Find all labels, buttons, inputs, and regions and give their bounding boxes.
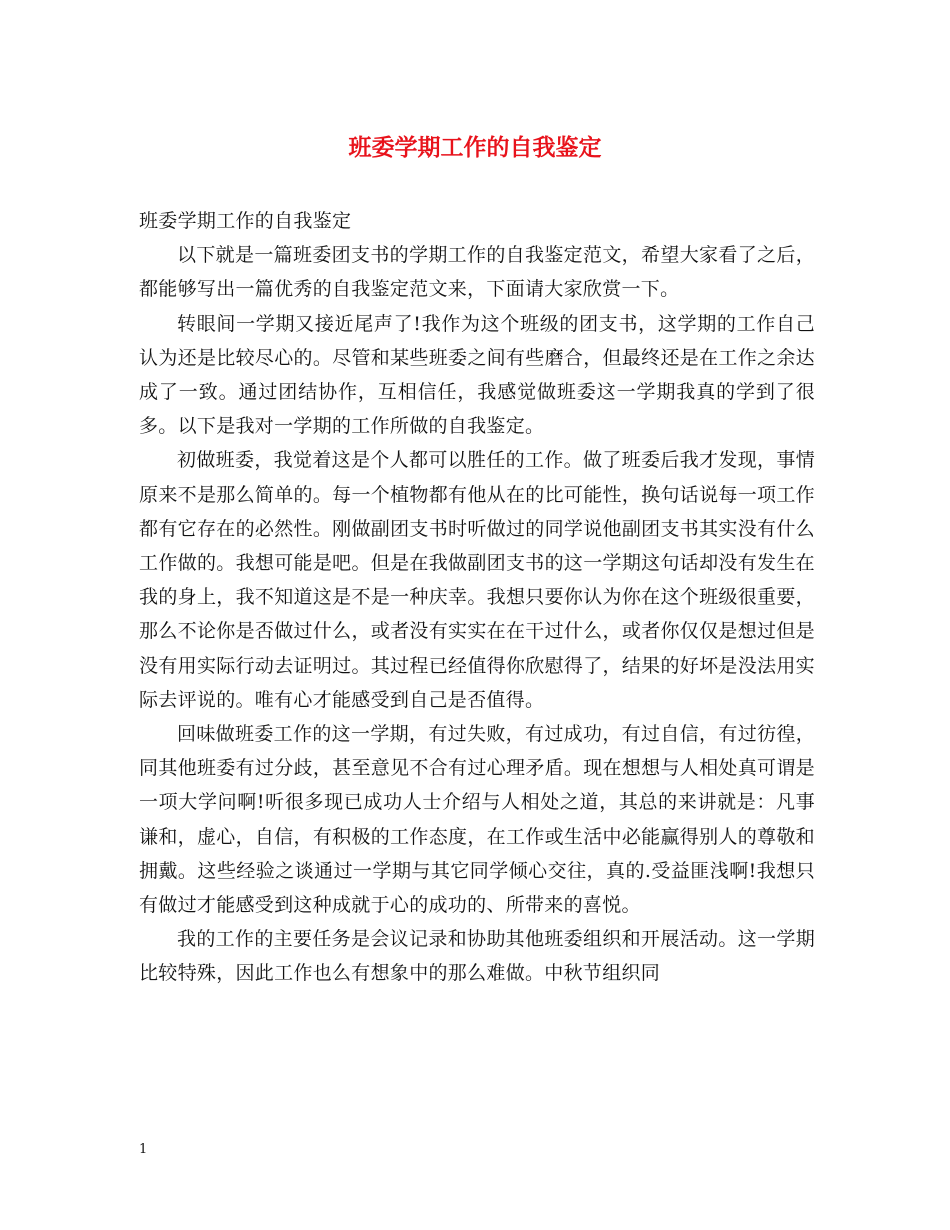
document-body xyxy=(139,204,815,991)
paragraph: 我的工作的主要任务是会议记录和协助其他班委组织和开展活动。这一学期比较特殊，因此工作也么有想象中的那么难做。中秋节组织同 xyxy=(139,928,815,985)
paragraph: 回味做班委工作的这一学期，有过失败，有过成功，有过自信，有过彷徨，同其他班委有过分歧，甚至意见不合有过心理矛盾。现在想想与人相处真可谓是一项大学问啊!听很多现已成功人士介绍与人相处之道，其总的来讲就是：凡事谦和，虚心，自信，有积极的工作态度，在工作或生活中必能赢得别人的尊敬和拥戴。这些经验之谈通过一学期与其它同学倾心交往，真的.受益匪浅啊!我想只有做过才能感受到这种成就于心的成功的、所带来的喜悦。 xyxy=(139,723,815,917)
page-number: 1 xyxy=(139,1142,148,1157)
paragraph: 转眼间一学期又接近尾声了!我作为这个班级的团支书，这学期的工作自己认为还是比较尽心的。尽管和某些班委之间有些磨合，但最终还是在工作之余达成了一致。通过团结协作，互相信任，我感觉做班委这一学期我真的学到了很多。以下是我对一学期的工作所做的自我鉴定。 xyxy=(139,312,815,438)
document-title: 班委学期工作的自我鉴定 xyxy=(348,135,602,161)
paragraph: 初做班委，我觉着这是个人都可以胜任的工作。做了班委后我才发现，事情原来不是那么简单的。每一个植物都有他从在的比可能性，换句话说每一项工作都有它存在的必然性。刚做副团支书时听做过的同学说他副团支书其实没有什么工作做的。我想可能是吧。但是在我做副团支书的这一学期这句话却没有发生在我的身上，我不知道这是不是一种庆幸。我想只要你认为你在这个班级很重要，那么不论你是否做过什么，或者没有实实在在干过什么，或者你仅仅是想过但是没有用实际行动去证明过。其过程已经值得你欣慰得了，结果的好坏是没法用实际去评说的。唯有心才能感受到自己是否值得。 xyxy=(139,449,815,711)
paragraph: 以下就是一篇班委团支书的学期工作的自我鉴定范文，希望大家看了之后，都能够写出一篇优秀的自我鉴定范文来，下面请大家欣赏一下。 xyxy=(139,244,815,301)
document-subtitle: 班委学期工作的自我鉴定 xyxy=(139,210,352,232)
